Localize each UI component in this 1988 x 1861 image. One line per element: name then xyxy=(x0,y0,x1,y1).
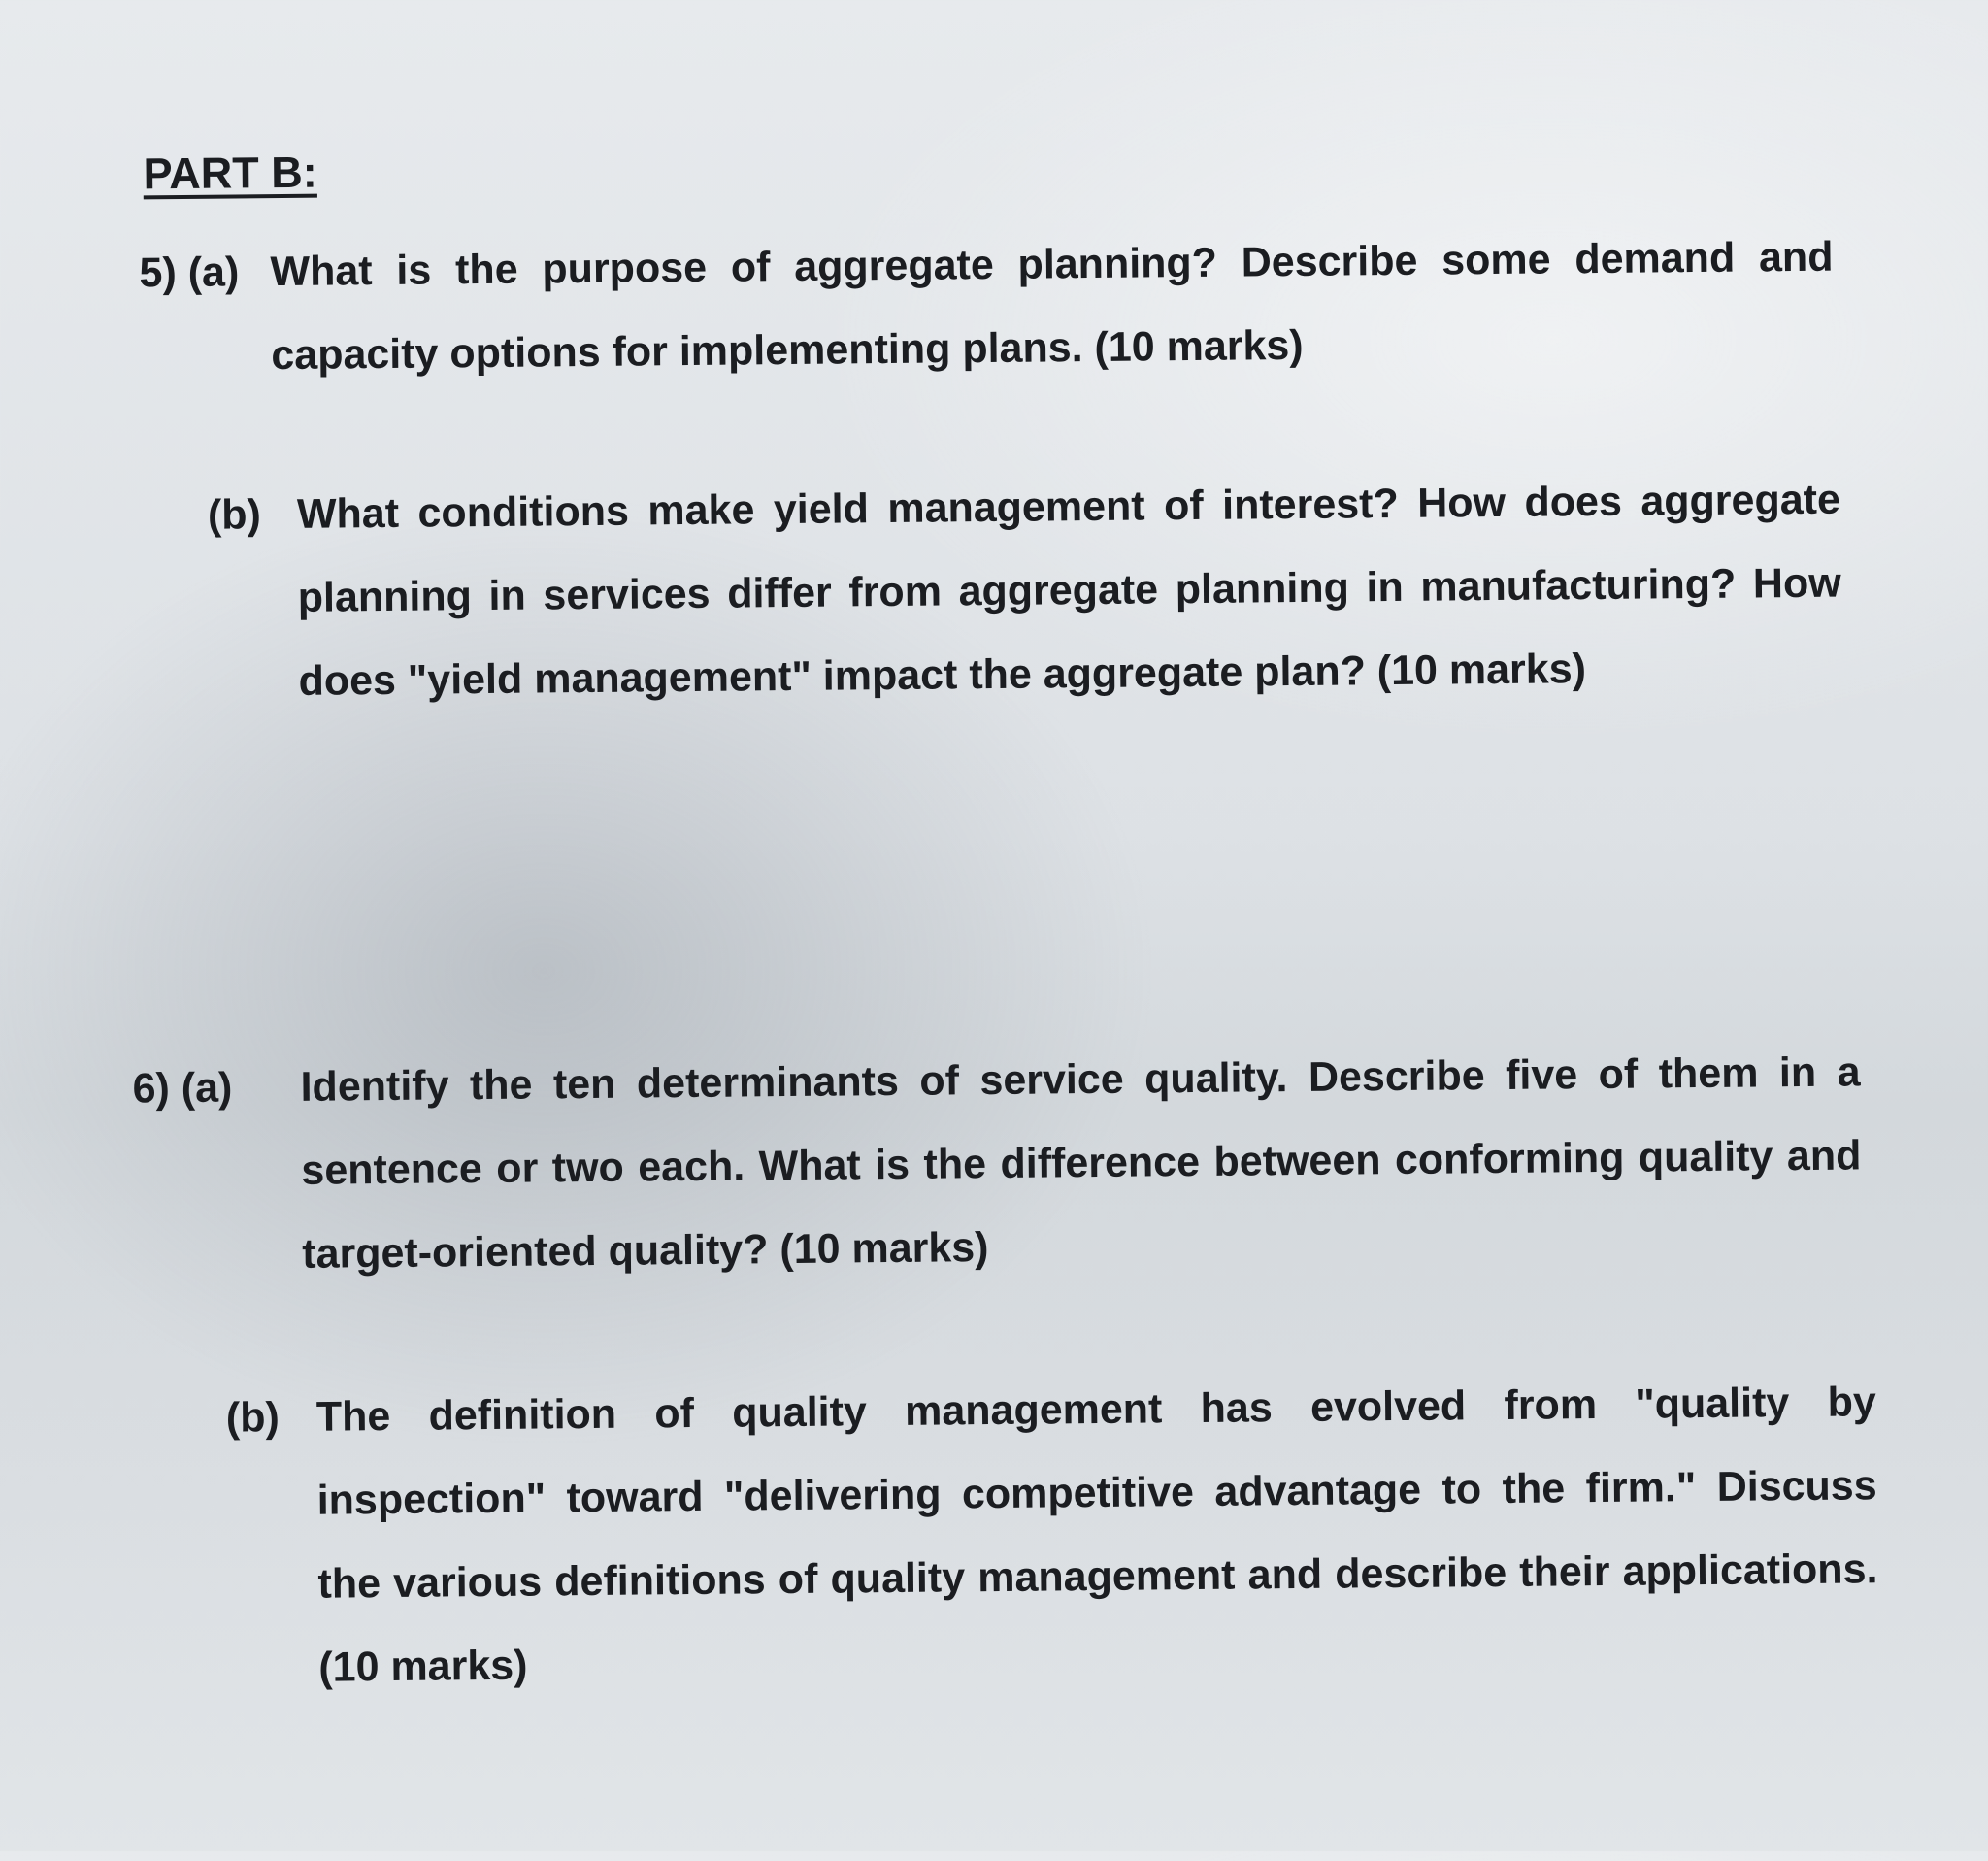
question-number: 6) xyxy=(132,1065,171,1113)
part-title: PART B: xyxy=(143,147,317,199)
question-sub-label: (a) xyxy=(187,249,240,296)
question-6b xyxy=(225,1360,1878,1710)
question-label xyxy=(139,230,240,315)
question-text: The definition of quality management has evolved from "quality by inspection" toward "delivering competitive advantage to the firm." Discuss the various definitions of quality management and describe their applications. (10 marks) xyxy=(315,1379,1878,1691)
question-label xyxy=(132,1047,233,1131)
question-sub-label: (b) xyxy=(225,1394,280,1442)
question-label xyxy=(225,1376,280,1460)
question-5a xyxy=(139,216,1835,399)
question-text: What conditions make yield management of interest? How does aggregate planning in services differ from aggregate planning in manufacturing? How does "yield management" impact the aggregate plan? (10 marks) xyxy=(296,476,1841,705)
question-5b xyxy=(208,458,1842,724)
question-text: What is the purpose of aggregate planning? Describe some demand and capacity options for implementing plans. (10 marks) xyxy=(270,233,1834,380)
question-text: Identify the ten determinants of service quality. Describe five of them in a sentence or two each. What is the difference between conforming quality and target-oriented quality? (10 marks) xyxy=(300,1048,1862,1278)
question-label xyxy=(208,473,262,557)
question-sub-label: (b) xyxy=(207,491,262,539)
question-6a xyxy=(132,1030,1862,1297)
question-sub-label: (a) xyxy=(181,1064,233,1113)
question-number: 5) xyxy=(139,249,178,297)
